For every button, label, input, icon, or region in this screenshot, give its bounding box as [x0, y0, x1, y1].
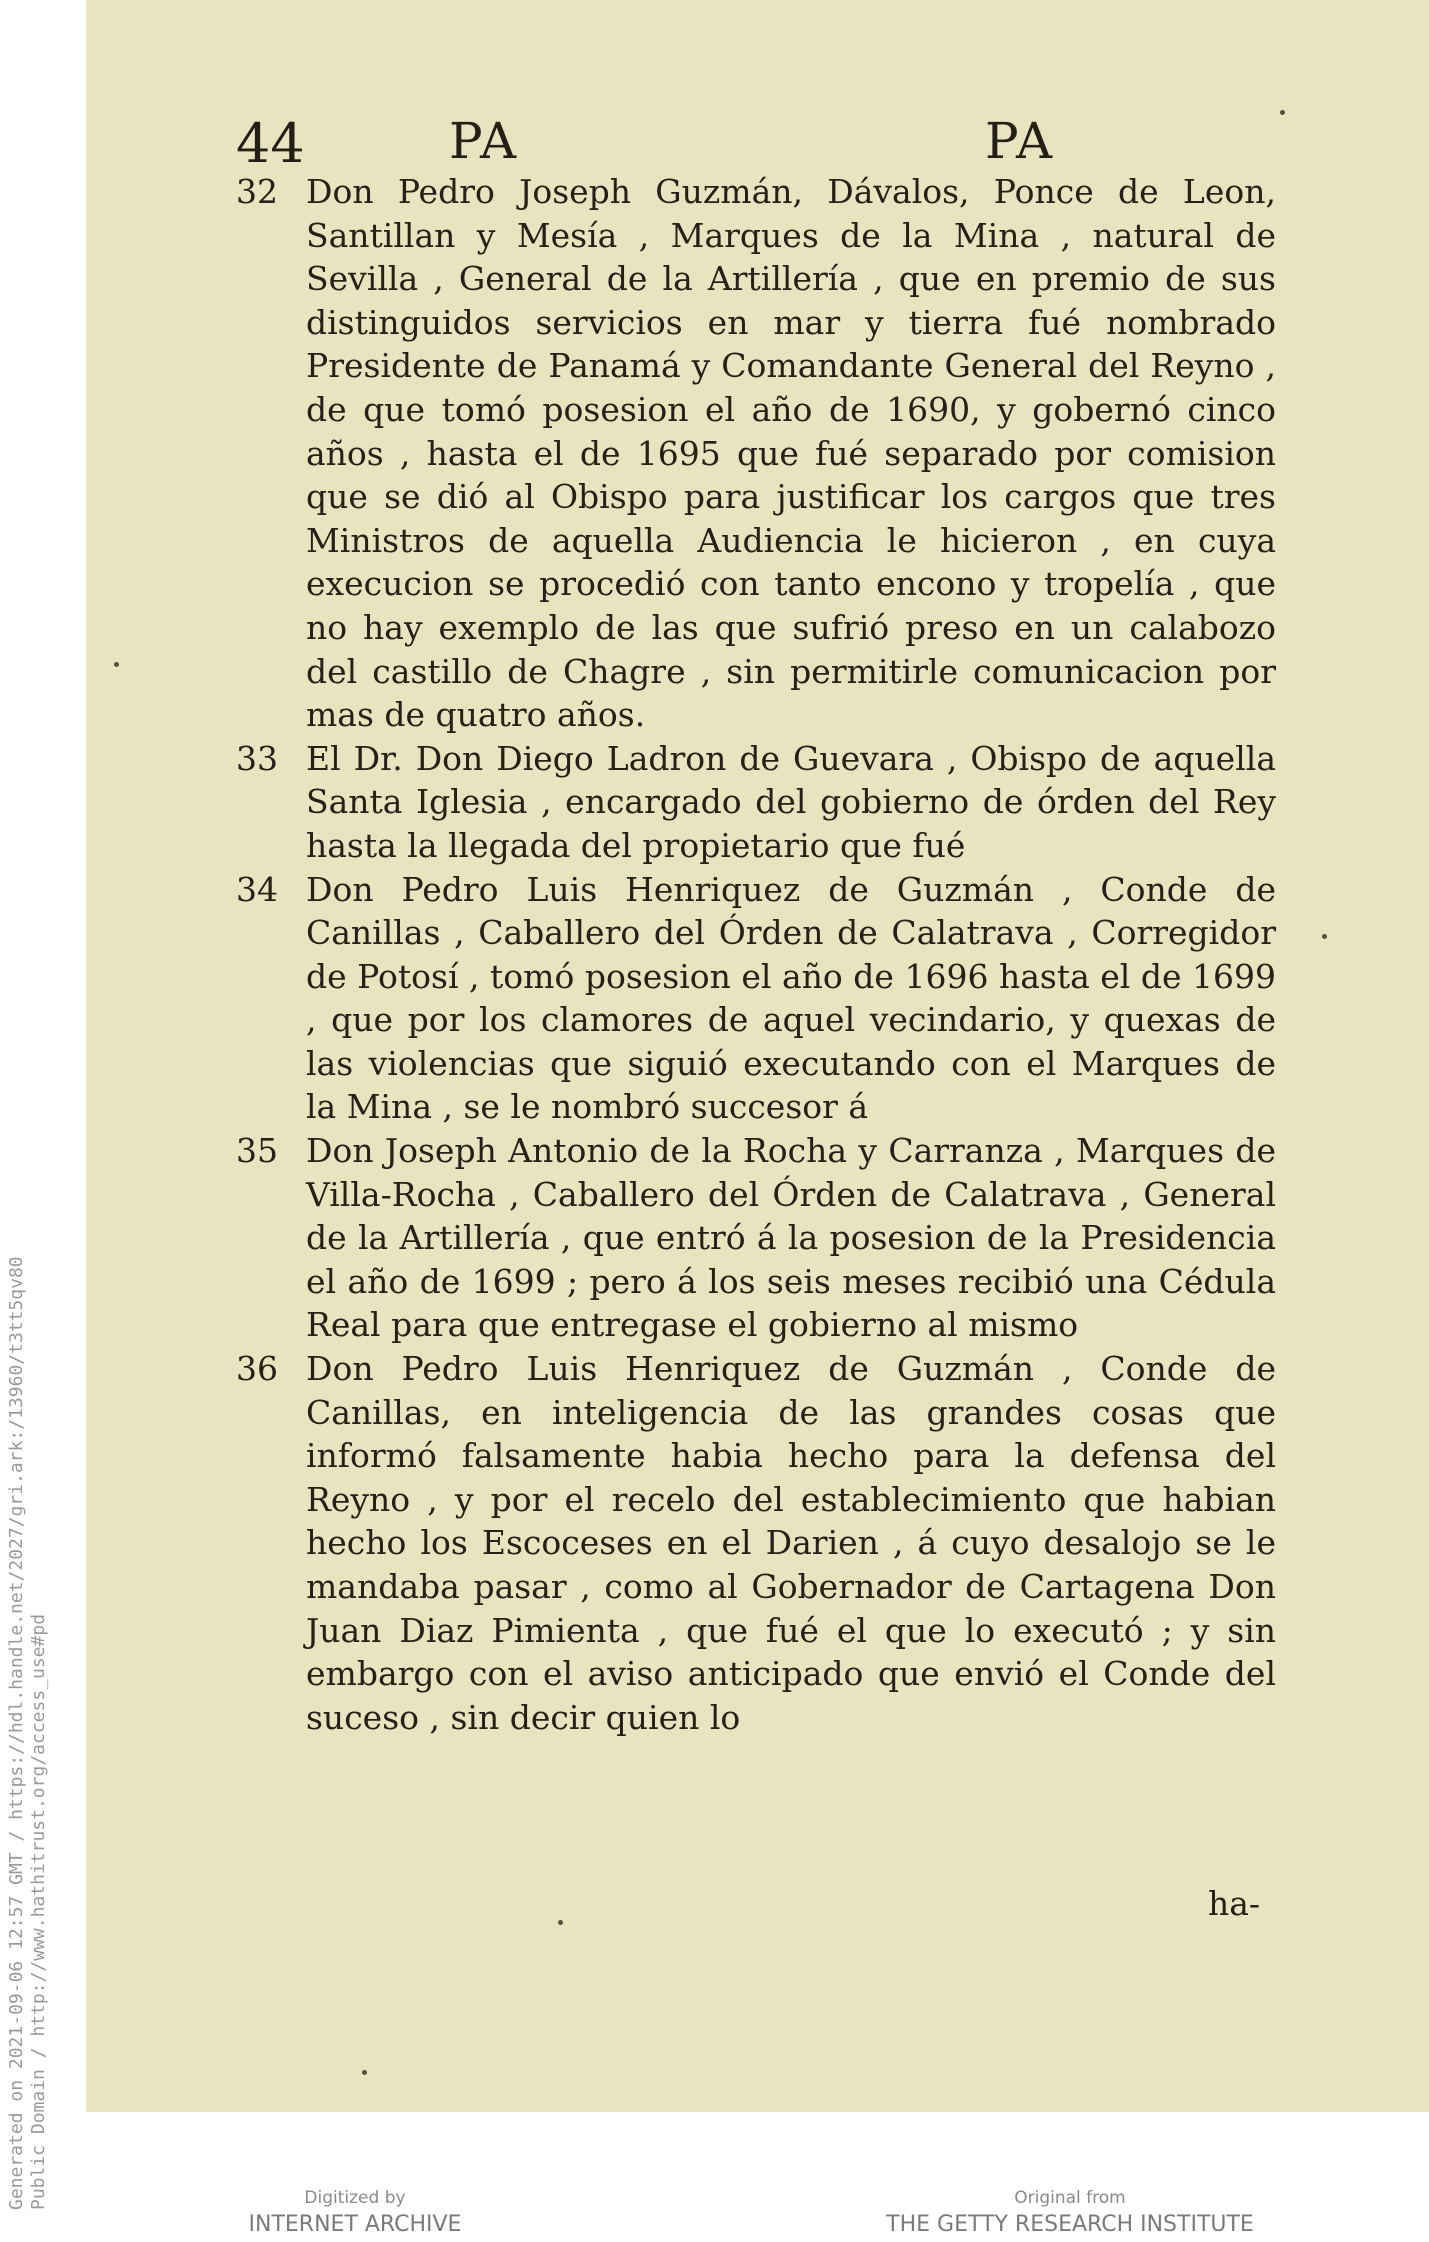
catchword: ha-	[1208, 1884, 1261, 1923]
entry-number: 33	[236, 738, 278, 778]
entry-text: Don Joseph Antonio de la Rocha y Carranza , Marques de Villa-Rocha , Caballero del Órden de Calatrava , General de la Artillería , que entró á la posesion de la Presidencia el año de 1699 ; pero á los seis meses recibió una Cédula Real para que entregase el gobierno al mismo	[306, 1131, 1276, 1345]
entry-number: 32	[236, 172, 278, 211]
entry-33	[236, 737, 1276, 868]
access-stamp-line: Public Domain / http://www.hathitrust.org/access_use#pd	[28, 1613, 49, 2210]
ink-speck	[558, 1920, 563, 1925]
entry-list	[236, 170, 1276, 1739]
entry-number: 35	[236, 1131, 278, 1171]
ink-speck	[1322, 934, 1327, 939]
entry-36	[236, 1347, 1276, 1739]
entry-text: Don Pedro Luis Henriquez de Guzmán , Conde de Canillas , Caballero del Órden de Calatrava , Corregidor de Potosí , tomó posesion el año de 1696 hasta el de 1699 , que por los clamores de aquel vecindario, y quexas de las violencias que siguió executando con el Marques de la Mina , se le nombró succesor á	[306, 869, 1276, 1127]
ink-speck	[114, 662, 119, 667]
credit-name: INTERNET ARCHIVE	[248, 2212, 462, 2237]
ink-speck	[1280, 110, 1285, 115]
digitized-by-credit	[230, 2186, 480, 2240]
running-head-left: PA	[449, 112, 519, 170]
credit-caption: Original from	[1014, 2188, 1126, 2208]
entry-text: Don Pedro Luis Henriquez de Guzmán , Conde de Canillas, en inteligencia de las grandes cosas que informó falsamente habia hecho para la defensa del Reyno , y por el recelo del establecimiento que habian hecho los Escoceses en el Darien , á cuyo desalojo se le mandaba pasar , como al Gobernador de Cartagena Don Juan Diaz Pimienta , que fué el que lo executó ; y sin embargo con el aviso anticipado que envió el Conde del suceso , sin decir quien lo	[306, 1349, 1276, 1737]
entry-text: El Dr. Don Diego Ladron de Guevara , Obispo de aquella Santa Iglesia , encargado del gobierno de órden del Rey hasta la llegada del propietario que fué	[306, 738, 1276, 865]
entry-34	[236, 868, 1276, 1130]
credit-caption: Digitized by	[304, 2188, 406, 2208]
ink-speck	[362, 2070, 367, 2075]
entry-number: 36	[236, 1349, 278, 1389]
entry-text: Don Pedro Joseph Guzmán, Dávalos, Ponce de Leon, Santillan y Mesía , Marques de la Mina , natural de Sevilla , General de la Artillería , que en premio de sus distinguidos servicios en mar y tierra fué nombrado Presidente de Panamá y Comandante General del Reyno , de que tomó posesion el año de 1690, y gobernó cinco años , hasta el de 1695 que fué separado por comision que se dió al Obispo para justificar los cargos que tres Ministros de aquella Audiencia le hicieron , en cuya execucion se procedió con tanto encono y tropelía , que no hay exemplo de las que sufrió preso en un calabozo del castillo de Chagre , sin permitirle comunicacion por mas de quatro años.	[306, 172, 1276, 735]
running-head-right: PA	[985, 112, 1055, 170]
entry-number: 34	[236, 869, 278, 909]
page-number: 44	[236, 112, 305, 175]
original-from-credit	[860, 2186, 1280, 2240]
entry-32	[236, 170, 1276, 737]
credit-name: THE GETTY RESEARCH INSTITUTE	[886, 2212, 1254, 2237]
access-stamp	[6, 1256, 50, 2210]
access-stamp-line: Generated on 2021-09-06 12:57 GMT / https://hdl.handle.net/2027/gri.ark:/13960/t3tt5qv80	[6, 1256, 27, 2210]
entry-35	[236, 1129, 1276, 1347]
